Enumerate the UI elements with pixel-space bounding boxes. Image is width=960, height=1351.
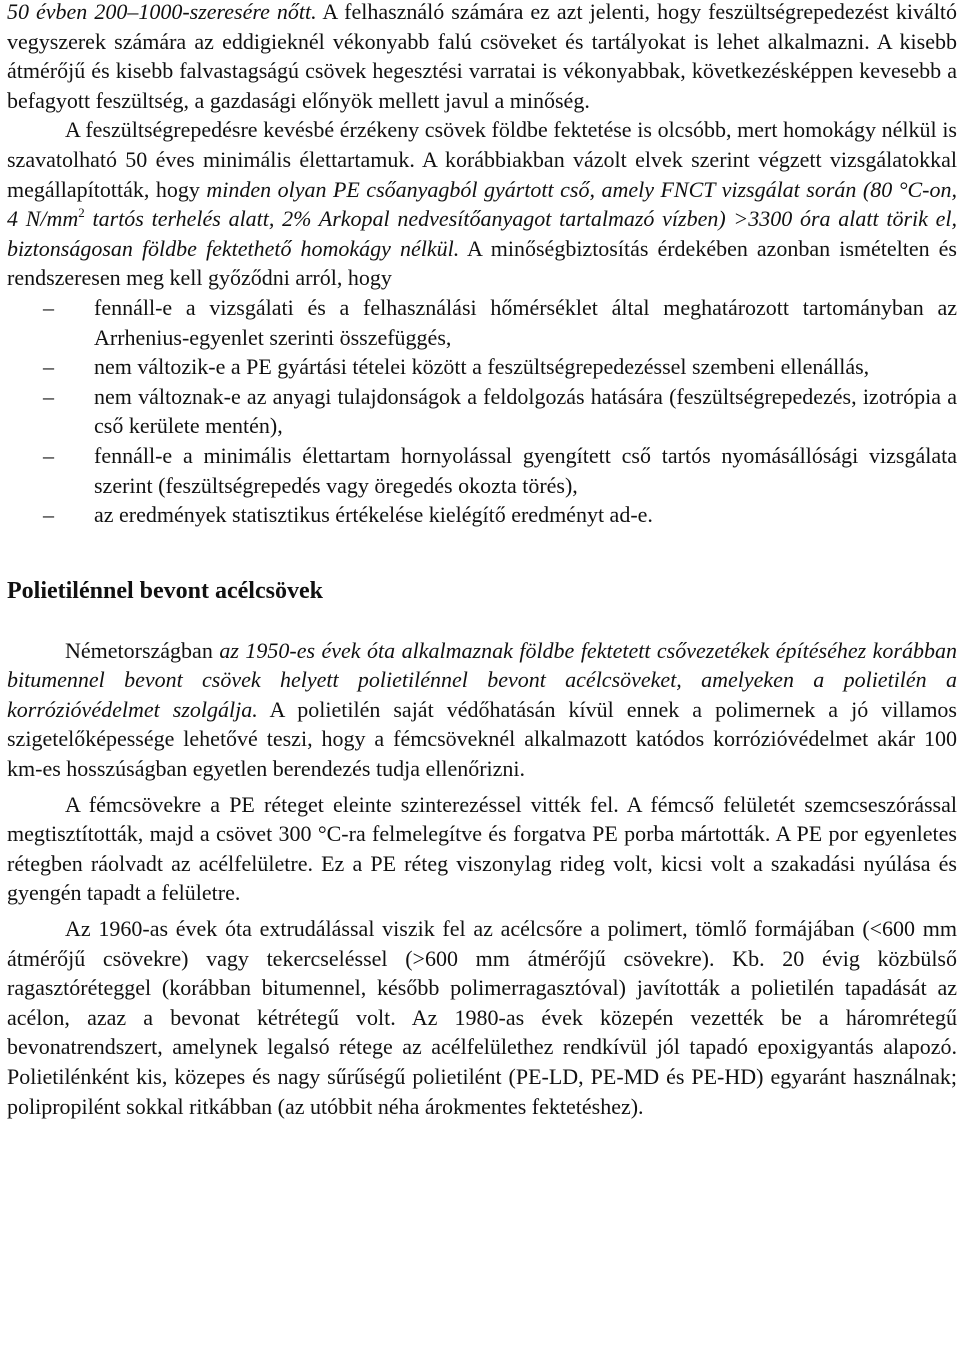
section-heading: Polietilénnel bevont acélcsövek (7, 577, 323, 604)
list-item: – fennáll-e a vizsgálati és a felhasználási hőmérséklet által meghatározott tartományban az Arrhenius-egyenlet szerinti összefüggés, (7, 293, 957, 352)
extrusion-paragraph: Az 1960-as évek óta extrudálással viszik fel az acélcsőre a polimert, tömlő formájában (<600 mm átmérőjű csövekre) vagy tekercseléssel (>600 mm átmérőjű csövekre). Kb. 20 évig közbülső ragasztóréteggel (korábban bitumennel, később polimerragasztóval) javították a polietilén tapadását az acélon, azaz a bevonat kétrétegű volt. Az 1980-as évek közepén vezették be a háromrétegű bevonatrendszert, amelynek legalsó rétege az acélfelülethez rendkívül jól tapadó epoxigyantás alapozó. Polietilénként kis, közepes és nagy sűrűségű polietilént (PE-LD, PE-MD és PE-HD) egyaránt használnak; polipropilént sokkal ritkábban (az utóbbit néha árokmentes fektetéshez). (7, 916, 957, 1119)
intro-text: A felhasználó számára ez azt jelenti, hogy feszültségrepedezést kiváltó vegyszerek számára az eddigieknél vékonyabb falú csöveket és tartályokat is lehet alkalmazni. A kisebb átmérőjű és kisebb falvastagságú csövek hegesztési varratai is vékonyabbak, következésképpen kevesebb a befagyott feszültség, a gazdasági előnyök mellett javul a minőség. (7, 0, 957, 113)
history-text-1: Németországban (65, 637, 220, 663)
requirements-text-2: A minőségbiztosítás érdekében azonban ismételten és rendszeresen meg kell győződni arról, hogy (7, 235, 957, 291)
list-item: – az eredmények statisztikus értékelése kielégítő eredményt ad-e. (7, 500, 957, 530)
list-item: – nem változnak-e az anyagi tulajdonságok a feldolgozás hatására (feszültségrepedezés, izotrópia a cső kerülete mentén), (7, 382, 957, 441)
document-page (7, 0, 957, 1121)
intro-paragraph (7, 0, 957, 115)
requirements-text-1: A feszültségrepedésre kevésbé érzékeny csövek földbe fektetése is olcsóbb, mert homokágy nélkül is szavatolható 50 éves minimális élettartamuk. A korábbiakban vázolt elvek szerint végzett vizsgálatokkal megállapították, hogy (7, 117, 957, 202)
list-item: – nem változik-e a PE gyártási tételei között a feszültségrepedezéssel szembeni ellenállás, (7, 352, 957, 382)
history-italic: az 1950-es évek óta alkalmaznak földbe fektetett csővezetékek építéséhez korábban bitumennel bevont csövek helyett polietilénnel bevont acélcsöveket, amelyeken a polietilén a korrózióvédelmet szolgálja. (7, 637, 957, 722)
qa-checklist (7, 293, 957, 530)
requirements-italic-2: tartós terhelés alatt, 2% Arkopal nedvesítőanyagot tartalmazó vízben) >3300 óra alatt törik el, biztonságosan földbe fektethető homokágy nélkül. (7, 206, 957, 261)
superscript-2: 2 (78, 205, 85, 221)
sintering-paragraph: A fémcsövekre a PE réteget eleinte szinterezéssel vitték fel. A fémcső felületét szemcseszórással megtisztították, majd a csövet 300 °C-ra felmelegítve és forgatva PE porba mártották. A PE por egyenletes rétegben ráolvadt az acélfelületre. Ez a PE réteg viszonylag rideg volt, kicsi volt a szakadási nyúlása és gyengén tapadt a felületre. (7, 791, 957, 906)
intro-italic: 50 évben 200–1000-szeresére nőtt. (7, 0, 317, 24)
list-item: – fennáll-e a minimális élettartam hornyolással gyengített cső tartós nyomásállósági vizsgálata szerint (feszültségrepedés vagy öregedés okozta törés), (7, 441, 957, 500)
requirements-paragraph (7, 115, 957, 293)
requirements-italic-1: minden olyan PE csőanyagból gyártott cső, amely FNCT vizsgálat során (80 °C-on, 4 N/mm (7, 176, 957, 232)
history-text-2: A polietilén saját védőhatásán kívül ennek a polimernek a jó villamos szigetelőképessége lehetővé teszi, hogy a fémcsöveknél alkalmazott katódos korrózióvédelmet akár 100 km-es hosszúságban egyetlen berendezés tudja ellenőrizni. (7, 696, 957, 782)
history-paragraph (7, 636, 957, 784)
